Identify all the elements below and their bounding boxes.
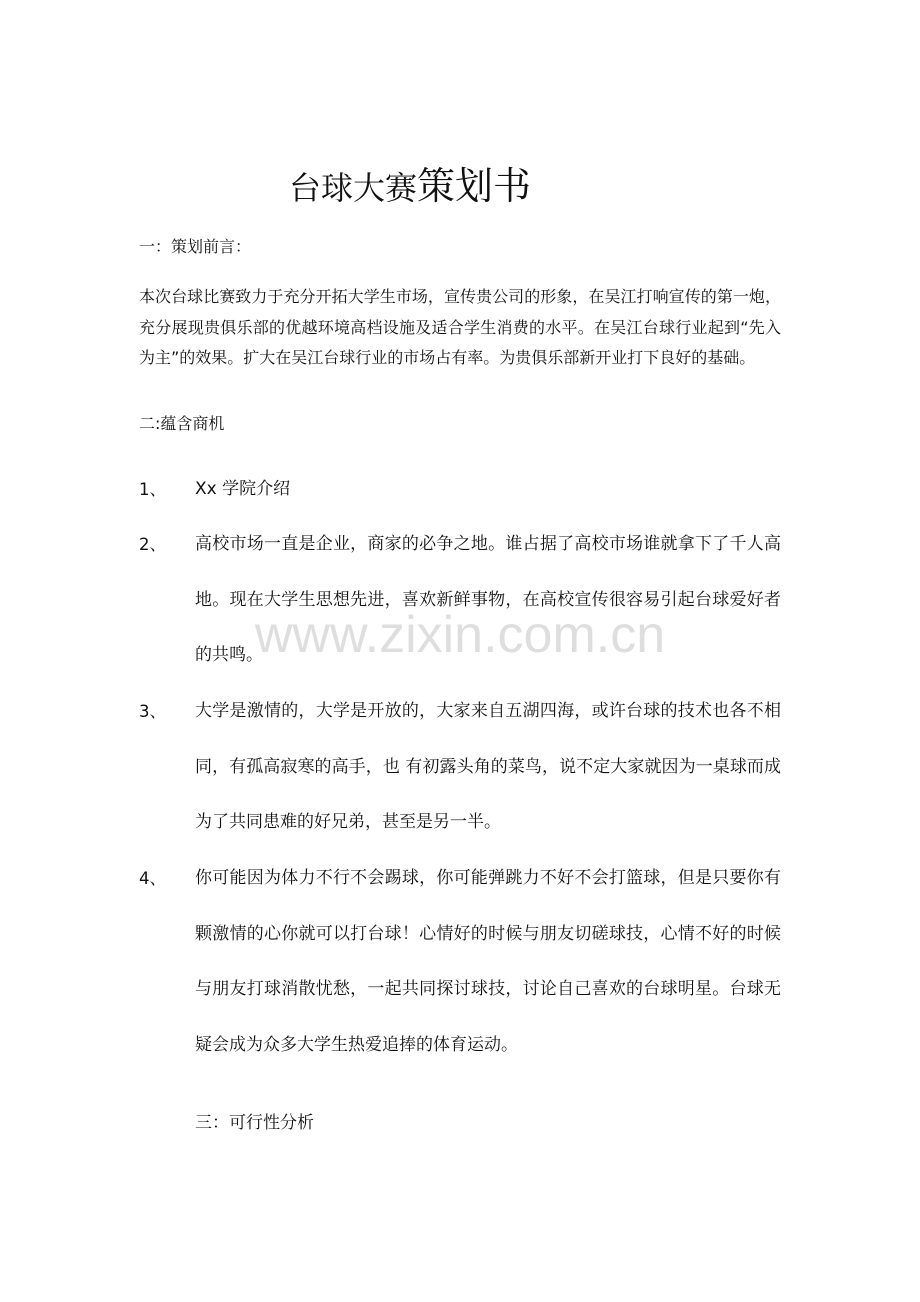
list-item-number: 3、: [139, 702, 166, 721]
list-item-number: 2、: [139, 535, 166, 554]
section-1-heading: 一：策划前言：: [139, 237, 252, 256]
document-title: [0, 160, 820, 220]
list-item: [139, 462, 781, 518]
section-1-body: 本次台球比赛致力于充分开拓大学生市场，宣传贵公司的形象，在吴江打响宣传的第一炮，充分展现贵俱乐部的优越环境高档设施及适合学生消费的水平。在吴江台球行业起到“先入为主”的效果。扩大在吴江台球行业的市场占有率。为贵俱乐部新开业打下良好的基础。: [139, 287, 781, 367]
title-part-2: 策划书: [417, 164, 532, 208]
title-part-1: 台球大赛: [288, 169, 417, 207]
list-item-number: 4、: [139, 869, 166, 888]
list-item-text: 高校市场一直是企业，商家的必争之地。谁占据了高校市场谁就拿下了千人高地。现在大学生思想先进，喜欢新鲜事物，在高校宣传很容易引起台球爱好者的共鸣。: [195, 534, 781, 665]
list-item: [139, 517, 781, 684]
watermark: www.zixin.com.cn: [254, 606, 666, 664]
list-item-text: 大学是激情的，大学是开放的，大家来自五湖四海，或许台球的技术也各不相同，有孤高寂寒的高手，也 有初露头角的菜鸟，说不定大家就因为一桌球而成为了共同患难的好兄弟，甚至是另一半。: [195, 701, 781, 832]
section-2-heading: 二:蕴含商机: [139, 414, 225, 433]
section-3-heading: 三：可行性分析: [195, 1113, 314, 1133]
list-item-text: 你可能因为体力不行不会踢球，你可能弹跳力不好不会打篮球，但是只要你有颗激情的心你就可以打台球！心情好的时候与朋友切磋球技，心情不好的时候与朋友打球消散忧愁，一起共同探讨球技，讨论自己喜欢的台球明星。台球无疑会成为众多大学生热爱追捧的体育运动。: [195, 868, 781, 1055]
list-item-text: Xx 学院介绍: [195, 479, 291, 499]
list-item: [139, 851, 781, 1073]
list-item-number: 1、: [139, 480, 166, 499]
list-item: [139, 684, 781, 851]
